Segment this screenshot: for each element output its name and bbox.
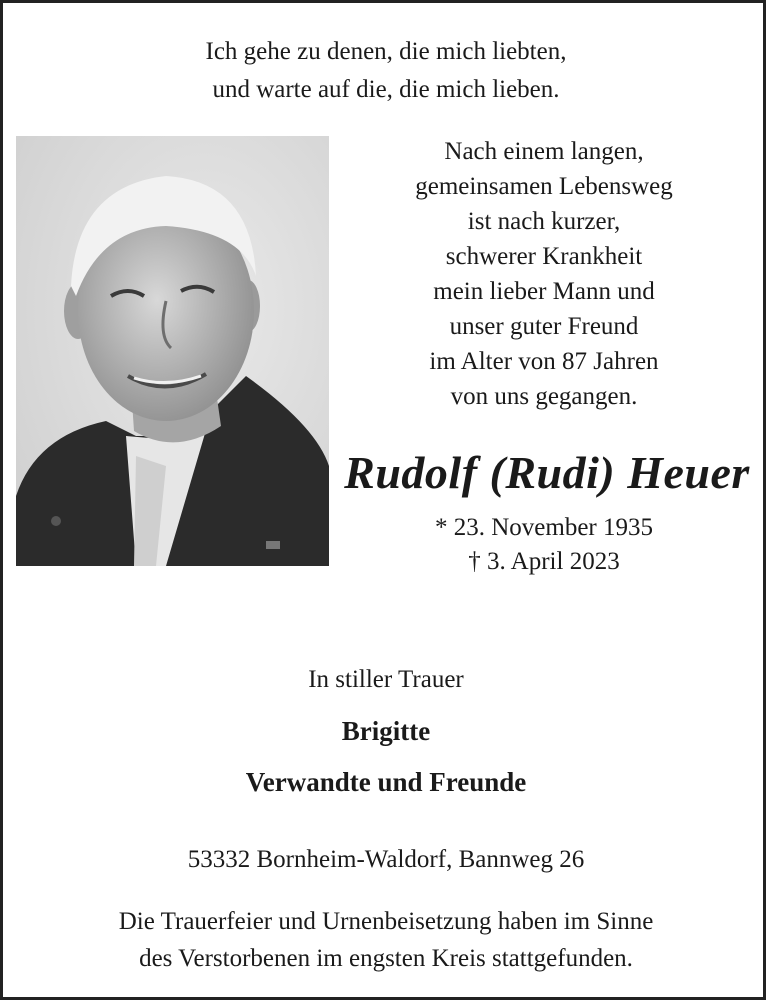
story-line: schwerer Krankheit <box>445 243 643 270</box>
story-line: unser guter Freund <box>449 313 639 340</box>
deceased-name: Rudolf (Rudi) Heuer <box>344 447 750 498</box>
death-date: † 3. April 2023 <box>468 548 620 575</box>
story-line: von uns gegangen. <box>450 383 638 410</box>
story-line: mein lieber Mann und <box>433 278 655 305</box>
story-line: im Alter von 87 Jahren <box>429 348 659 375</box>
life-dates <box>336 511 752 579</box>
obituary-text <box>336 134 752 414</box>
quote-line: und warte auf die, die mich lieben. <box>212 76 560 103</box>
mourner-others: Verwandte und Freunde <box>245 767 527 797</box>
quote-line: Ich gehe zu denen, die mich liebten, <box>205 38 567 65</box>
mourning-intro: In stiller Trauer <box>308 666 464 693</box>
closing-line: Die Trauerfeier und Urnenbeisetzung haben im Sinne <box>118 908 654 935</box>
story-line: Nach einem langen, <box>444 138 644 165</box>
closing-line: des Verstorbenen im engsten Kreis stattgefunden. <box>139 945 633 972</box>
address: 53332 Bornheim-Waldorf, Bannweg 26 <box>187 846 585 873</box>
memorial-quote <box>3 33 766 109</box>
portrait-photo <box>16 136 329 566</box>
mourner-primary: Brigitte <box>341 716 431 746</box>
birth-date: * 23. November 1935 <box>434 514 654 541</box>
story-line: gemeinsamen Lebensweg <box>415 173 673 200</box>
story-line: ist nach kurzer, <box>467 208 621 235</box>
closing-note <box>3 903 766 977</box>
